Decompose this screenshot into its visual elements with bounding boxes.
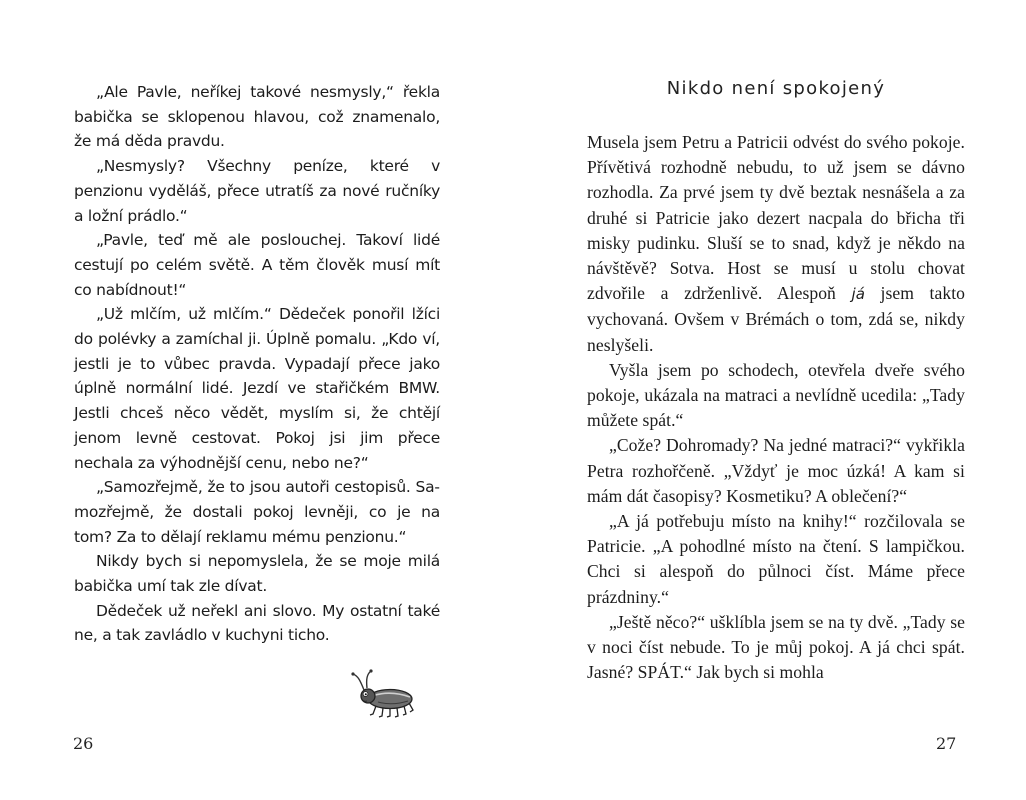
paragraph: „Cože? Dohromady? Na jedné matraci?“ vykřikla Petra rozhořčeně. „Vždyť je moc úzká! A kam si mám dát časopisy? Kosmetiku? A oblečení?“ [587, 435, 965, 506]
paragraph: „Samozřejmě, že to jsou autoři cestopisů. Samozřejmě, že dostali pokoj levněji, co je na tom? Za to dělají reklamu mému penzionu.“ [74, 478, 440, 546]
paragraph: Dědeček už neřekl ani slovo. My ostatní také ne, a tak zavládlo v kuchyni ticho. [74, 601, 440, 645]
page-number: 27 [936, 734, 957, 753]
paragraph: Vyšla jsem po schodech, otevřela dveře svého pokoje, ukázala na matraci a nevlídně ucedila: „Tady můžete spát.“ [587, 359, 965, 431]
paragraph: „A já potřebuju místo na knihy!“ rozčilovala se Patricie. „A pohodlné místo na čtení. S lampičkou. Chci si alespoň do půlnoci číst. Máme přece prázdniny.“ [587, 511, 965, 607]
paragraph: „Pavle, teď mě ale poslouchej. Takoví lidé cestují po celém světě. A těm člověk musí mít co nabídnout!“ [74, 231, 440, 299]
paragraph: Nikdy bych si nepomyslela, že se moje milá babička umí tak zle dívat. [74, 552, 440, 596]
paragraph [587, 130, 965, 358]
paragraph-text: Musela jsem Petru a Patricii odvést do svého pokoje. Přívětivá rozhodně nebudu, to už jsem se dávno rozhodla. Za prvé jsem ty dvě beztak nesnášela a za druhé si Patricie jako dezert nacpala do břicha tři misky pudinku. Sluší se to snad, když je někdo na návštěvě? Sotva. Host se musí u stolu chovat zdvořile a zdrženlivě. Alespoň [587, 132, 965, 304]
paragraph: „Už mlčím, už mlčím.“ Dědeček ponořil lžíci do polévky a zamíchal ji. Úplně pomalu. „Kdo ví, jestli je to vůbec pravda. Vypadají přece jako úplně normální lidé. Jezdí ve stařičkém BMW. Jestli chceš něco vědět, myslím si, že chtějí jenom levně cestovat. Pokoj jsi jim přece nechala za výhodnější cenu, nebo ne?“ [74, 305, 440, 472]
paragraph: „Nesmysly? Všechny peníze, které v penzionu vyděláš, přece utratíš za nové ručníky a ložní prádlo.“ [74, 157, 440, 225]
left-page-text [74, 80, 440, 648]
beetle-icon [350, 668, 416, 720]
paragraph-text: jsem takto vychovaná. Ovšem v Brémách o tom, zdá se, nikdy neslyšeli. [587, 283, 965, 355]
right-page-text [587, 130, 965, 685]
paragraph: „Ale Pavle, neříkej takové nesmysly,“ řekla babička se sklopenou hlavou, což znamenalo, že má děda pravdu. [74, 83, 440, 151]
paragraph: „Ještě něco?“ ušklíbla jsem se na ty dvě. „Tady se v noci číst nebude. To je můj pokoj. A já chci spát. Jasné? SPÁT.“ Jak bych si mohla [587, 611, 965, 683]
right-page [513, 0, 1026, 800]
emphasis: já [851, 285, 865, 304]
page-number: 26 [73, 734, 94, 753]
chapter-title: Nikdo není spokojený [666, 78, 886, 99]
